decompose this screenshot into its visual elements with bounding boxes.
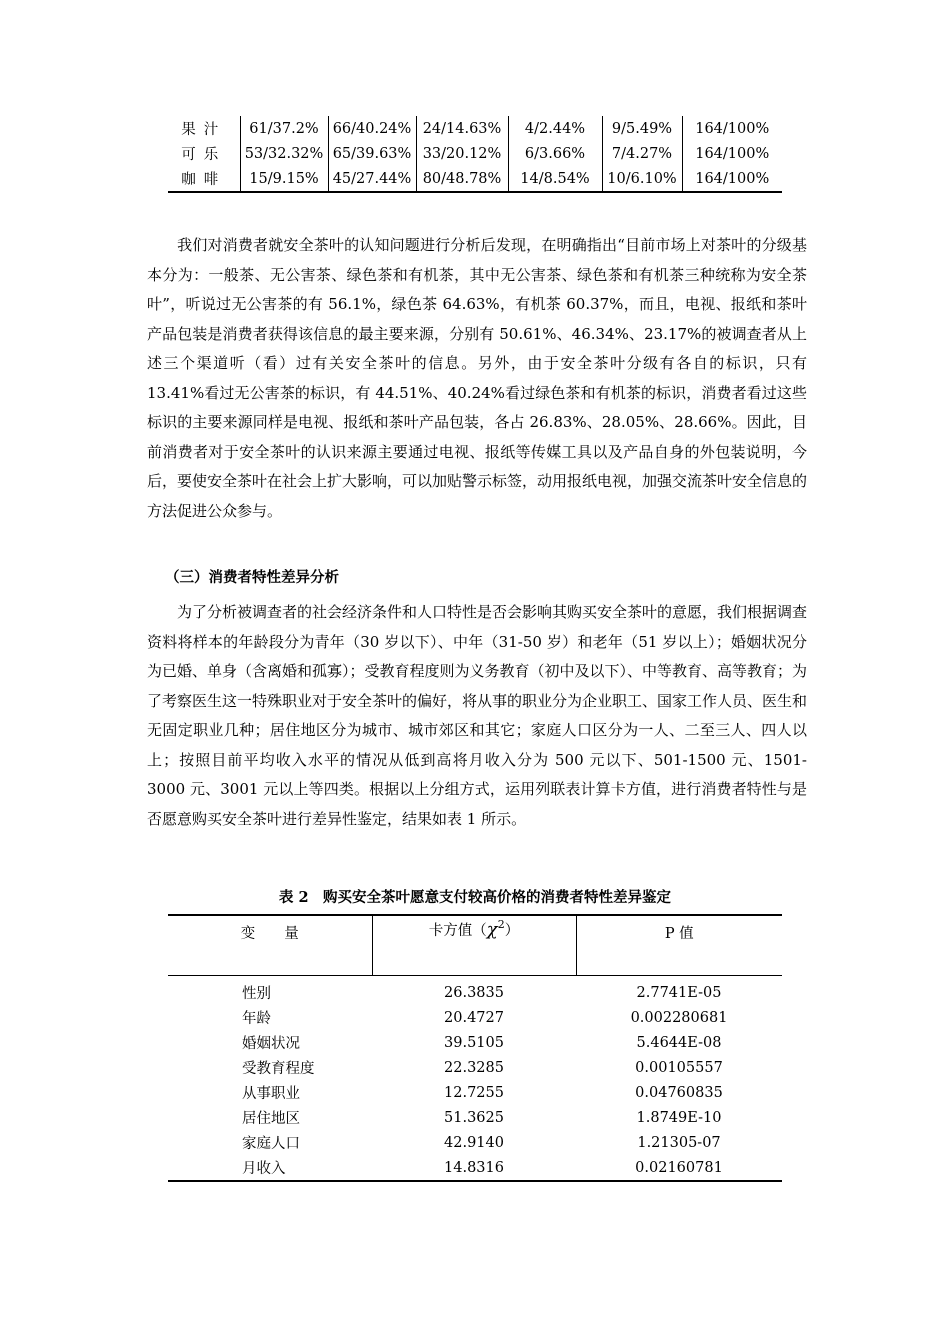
row-label: 可乐 bbox=[181, 147, 227, 163]
p-value-cell: 1.21305-07 bbox=[637, 1134, 721, 1151]
paragraph-awareness: 我们对消费者就安全茶叶的认知问题进行分析后发现，在明确指出“目前市场上对茶叶的分级基本分为：一般茶、无公害茶、绿色茶和有机茶，其中无公害茶、绿色茶和有机茶三种统称为安全茶叶”，听说过无公害茶的有 56.1%，绿色茶 64.63%，有机茶 60.37%，而且，电视、报纸和茶叶产品包装是消费者获得该信息的最主要来源，分别有 50.61%、46.34%、23.17%的被调查者从上述三个渠道听（看）过有关安全茶叶的信息。另外，由于安全茶叶分级有各自的标识，只有 13.41%看过无公害茶的标识，有 44.51%、40.24%看过绿色茶和有机茶的标识，消费者看过这些标识的主要来源同样是电视、报纸和茶叶产品包装，各占 26.83%、28.05%、28.66%。因此，目前消费者对于安全茶叶的认识来源主要通过电视、报纸等传媒工具以及产品自身的外包装说明，今后，要使安全茶叶在社会上扩大影响，可以加贴警示标签，动用报纸电视，加强交流茶叶安全信息的方法促进公众参与。 bbox=[147, 236, 808, 520]
p-value-cell: 2.7741E-05 bbox=[636, 984, 722, 1001]
table-cell: 65/39.63% bbox=[328, 141, 416, 166]
chi-square-cell: 42.9140 bbox=[444, 1134, 504, 1151]
variable-cell: 性别 bbox=[242, 986, 271, 1002]
chi-square-cell: 20.4727 bbox=[444, 1009, 504, 1026]
table-cell: 164/100% bbox=[682, 166, 782, 192]
table-cell: 33/20.12% bbox=[416, 141, 508, 166]
table-row bbox=[168, 1005, 782, 1030]
paragraph-consumer-characteristics: 为了分析被调查者的社会经济条件和人口特性是否会影响其购买安全茶叶的意愿，我们根据调查资料将样本的年龄段分为青年（30 岁以下）、中年（31-50 岁）和老年（51 岁以上）；婚姻状况分为已婚、单身（含离婚和孤寡）；受教育程度则为义务教育（初中及以下）、中等教育、高等教育；为了考察医生这一特殊职业对于安全茶叶的偏好，将从事的职业分为企业职工、国家工作人员、医生和无固定职业几种；居住地区分为城市、城市郊区和其它；家庭人口区分为一人、二至三人、四人以上；按照目前平均收入水平的情况从低到高将月收入分为 500 元以下、501-1500 元、1501-3000 元、3001 元以上等四类。根据以上分组方式，运用列联表计算卡方值，进行消费者特性与是否愿意购买安全茶叶进行差异性鉴定，结果如表 1 所示。 bbox=[147, 603, 808, 828]
table-cell: 10/6.10% bbox=[602, 166, 682, 192]
header-p-value: P 值 bbox=[576, 915, 782, 976]
table-row bbox=[168, 1105, 782, 1130]
table-cell: 80/48.78% bbox=[416, 166, 508, 192]
chi-square-cell: 14.8316 bbox=[372, 1155, 576, 1181]
table-cell: 4/2.44% bbox=[508, 116, 602, 141]
p-value-cell: 1.8749E-10 bbox=[636, 1109, 722, 1126]
p-value-cell: 0.02160781 bbox=[576, 1155, 782, 1181]
row-label: 咖啡 bbox=[168, 166, 240, 192]
table-caption: 表 2 购买安全茶叶愿意支付较高价格的消费者特性差异鉴定 bbox=[278, 889, 672, 906]
chi-symbol: $\chi^2$ bbox=[486, 918, 505, 940]
table-row bbox=[168, 116, 782, 141]
variable-cell: 居住地区 bbox=[242, 1111, 300, 1127]
table-cell: 7/4.27% bbox=[602, 141, 682, 166]
table-row bbox=[168, 166, 782, 192]
table-cell: 53/32.32% bbox=[240, 141, 328, 166]
row-label: 果汁 bbox=[181, 122, 227, 138]
p-value-cell: 0.00105557 bbox=[635, 1059, 723, 1076]
section-heading: （三）消费者特性差异分析 bbox=[165, 569, 339, 586]
table-row bbox=[168, 1080, 782, 1105]
variable-cell: 月收入 bbox=[168, 1155, 372, 1181]
table-row bbox=[168, 1055, 782, 1080]
table-row bbox=[168, 1130, 782, 1155]
table-cell: 9/5.49% bbox=[602, 116, 682, 141]
table-cell: 61/37.2% bbox=[240, 116, 328, 141]
table-row bbox=[168, 141, 782, 166]
table-cell: 45/27.44% bbox=[328, 166, 416, 192]
p-value-cell: 0.04760835 bbox=[635, 1084, 723, 1101]
table-row bbox=[168, 1030, 782, 1055]
table-row bbox=[168, 1155, 782, 1181]
beverage-preference-table bbox=[168, 116, 782, 193]
table-cell: 15/9.15% bbox=[240, 166, 328, 192]
chi-square-cell: 12.7255 bbox=[444, 1084, 504, 1101]
chi-square-cell: 39.5105 bbox=[444, 1034, 504, 1051]
table-cell: 164/100% bbox=[682, 116, 782, 141]
chi-square-cell: 26.3835 bbox=[444, 984, 504, 1001]
variable-cell: 受教育程度 bbox=[242, 1061, 315, 1077]
p-value-cell: 5.4644E-08 bbox=[636, 1034, 722, 1051]
chi-square-table bbox=[168, 914, 782, 1182]
variable-cell: 婚姻状况 bbox=[242, 1036, 300, 1052]
table-cell: 24/14.63% bbox=[416, 116, 508, 141]
table-cell: 6/3.66% bbox=[508, 141, 602, 166]
header-chi-square: 卡方值$(\chi^2)$ bbox=[372, 915, 576, 976]
chi-square-cell: 22.3285 bbox=[444, 1059, 504, 1076]
variable-cell: 从事职业 bbox=[242, 1086, 300, 1102]
table-cell: 66/40.24% bbox=[328, 116, 416, 141]
table-row bbox=[168, 976, 782, 1006]
chi-square-cell: 51.3625 bbox=[444, 1109, 504, 1126]
table-cell: 164/100% bbox=[682, 141, 782, 166]
variable-cell: 年龄 bbox=[242, 1011, 271, 1027]
table-cell: 14/8.54% bbox=[508, 166, 602, 192]
p-value-cell: 0.002280681 bbox=[630, 1009, 728, 1026]
variable-cell: 家庭人口 bbox=[242, 1136, 300, 1152]
header-variable: 变 量 bbox=[168, 915, 372, 976]
